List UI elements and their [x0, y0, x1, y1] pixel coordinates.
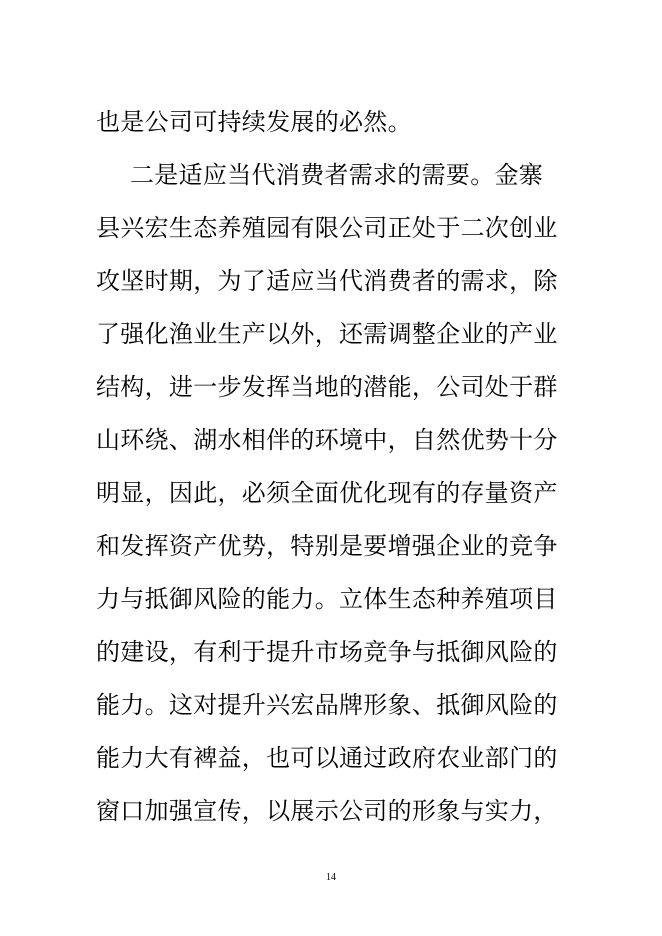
text-line: 能力。这对提升兴宏品牌形象、抵御风险的 — [96, 691, 558, 719]
text-line: 结构，进一步发挥当地的潜能，公司处于群 — [96, 373, 558, 401]
text-line: 山环绕、湖水相伴的环境中，自然优势十分 — [96, 426, 558, 454]
text-line: 窗口加强宣传，以展示公司的形象与实力， — [96, 797, 558, 825]
text-line: 明显，因此，必须全面优化现有的存量资产 — [96, 479, 558, 507]
text-line: 的建设，有利于提升市场竞争与抵御风险的 — [96, 638, 558, 666]
text-line: 能力大有裨益，也可以通过政府农业部门的 — [96, 744, 558, 772]
text-line: 攻坚时期，为了适应当代消费者的需求，除 — [96, 267, 558, 295]
text-line: 县兴宏生态养殖园有限公司正处于二次创业 — [96, 214, 558, 242]
text-line: 了强化渔业生产以外，还需调整企业的产业 — [96, 320, 558, 348]
text-line: 和发挥资产优势，特别是要增强企业的竞争 — [96, 532, 558, 560]
text-line: 力与抵御风险的能力。立体生态种养殖项目 — [96, 585, 558, 613]
text-line: 也是公司可持续发展的必然。 — [96, 108, 412, 136]
page-number: 14 — [326, 872, 336, 883]
paragraph-start-line: 二是适应当代消费者需求的需要。金寨 — [130, 161, 544, 189]
